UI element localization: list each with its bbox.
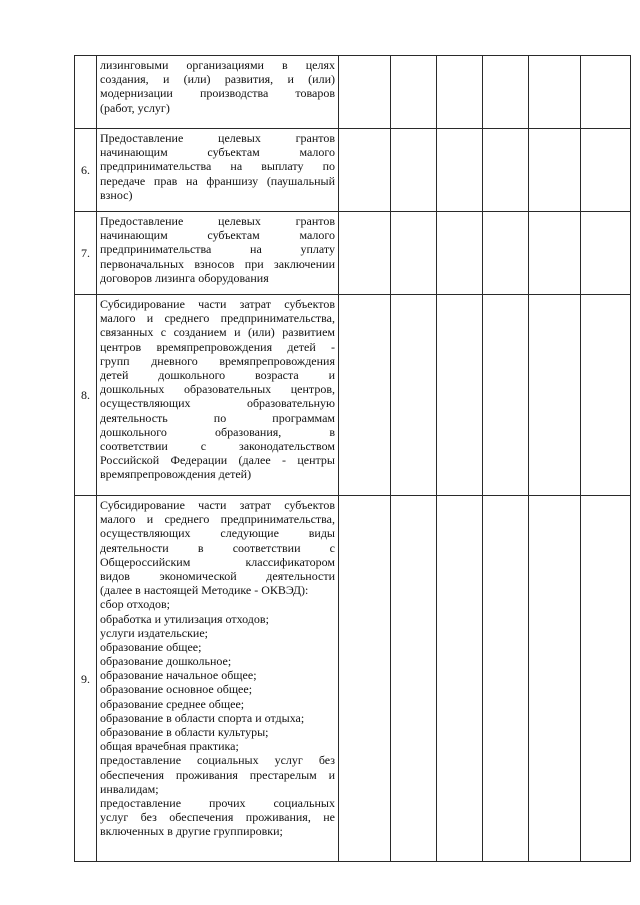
value-cell [391,56,437,129]
value-cell [391,295,437,496]
description-line: (далее в настоящей Методике - ОКВЭД): [100,583,309,598]
description-line: услуги издательские; [100,625,208,640]
value-cell [483,496,529,862]
value-cell [339,496,391,862]
row-number [75,56,97,129]
description-line: групп дневного времяпрепровождения [100,353,335,368]
row-number: 8. [75,295,97,496]
description-line: центров времяпрепровождения детей - [100,339,335,354]
description-line: осуществляющих следующие виды [100,526,335,541]
value-cell [581,295,631,496]
value-cell [529,56,581,129]
value-cell [437,56,483,129]
row-description [97,496,339,862]
table-row [75,56,631,129]
description-line: образование в области культуры; [100,725,269,739]
value-cell [483,295,529,496]
value-cell [391,496,437,862]
value-cell [437,129,483,212]
row-number: 9. [75,496,97,862]
description-line: обработка и утилизация отходов; [100,611,269,626]
description-line: договоров лизинга оборудования [100,270,269,285]
description-line: инвалидам; [100,781,159,796]
value-cell [339,56,391,129]
description-line: взнос) [100,187,133,202]
description-line: включенных в другие группировки; [100,824,283,839]
description-line: сбор отходов; [100,597,170,612]
value-cell [483,212,529,295]
table-body [75,56,631,862]
table-row [75,496,631,862]
value-cell [529,295,581,496]
description-line: предпринимательства на уплату [100,242,335,257]
description-line: связанных с созданием и (или) развитием [100,325,335,340]
description-line: образование дошкольное; [100,654,232,669]
value-cell [581,129,631,212]
value-cell [483,56,529,129]
description-line: Субсидирование части затрат субъектов [100,498,335,512]
value-cell [529,212,581,295]
methodology-table [74,55,631,862]
value-cell [529,129,581,212]
table-row [75,212,631,295]
description-line: детей дошкольного возраста и [100,367,335,382]
description-line: образование начальное общее; [100,668,257,683]
description-line: Общероссийским классификатором [100,554,335,569]
row-number: 7. [75,212,97,295]
description-line: общая врачебная практика; [100,739,239,754]
row-description [97,212,339,295]
value-cell [339,212,391,295]
description-line: первоначальных взносов при заключении [100,256,335,271]
description-line: дошкольных образовательных центров, [100,382,335,397]
description-line: малого и среднего предпринимательства, [100,512,335,527]
value-cell [581,496,631,862]
description-line: соответствии с законодательством [100,438,335,453]
value-cell [391,212,437,295]
description-line: Субсидирование части затрат субъектов [100,297,335,311]
description-line: малого и среднего предпринимательства, [100,311,335,326]
row-description [97,56,339,129]
row-description [97,129,339,212]
value-cell [437,295,483,496]
description-line: образование общее; [100,639,202,654]
row-description [97,295,339,496]
description-line: образование среднее общее; [100,696,245,711]
description-line: обеспечения проживания престарелым и [100,767,335,782]
description-line: деятельности в соответствии с [100,540,335,555]
value-cell [391,129,437,212]
description-line: предоставление социальных услуг без [100,753,335,768]
description-line: предоставление прочих социальных [100,795,335,810]
value-cell [437,496,483,862]
description-line: образование основное общее; [100,682,253,697]
description-line: услуг без обеспечения проживания, не [100,810,335,825]
description-line: предпринимательства на выплату по [100,159,335,174]
description-line: времяпрепровождения детей) [100,467,252,482]
description-line: Предоставление целевых грантов [100,214,335,228]
table-row [75,129,631,212]
description-line: создания, и (или) развития, и (или) [100,72,335,87]
row-number: 6. [75,129,97,212]
description-line: осуществляющих образовательную [100,396,335,411]
value-cell [437,212,483,295]
description-line: Предоставление целевых грантов [100,131,335,145]
value-cell [581,212,631,295]
description-line: Российской Федерации (далее - центры [100,453,335,468]
value-cell [581,56,631,129]
description-line: начинающим субъектам малого [100,228,335,243]
value-cell [483,129,529,212]
description-line: деятельность по программам [100,410,335,425]
description-line: дошкольного образования, в [100,424,335,439]
description-line: лизинговыми организациями в целях [100,58,335,72]
value-cell [529,496,581,862]
value-cell [339,129,391,212]
description-line: передаче прав на франшизу (паушальный [100,173,335,188]
table-row [75,295,631,496]
description-line: модернизации производства товаров [100,86,335,101]
description-line: (работ, услуг) [100,100,170,115]
description-line: образование в области спорта и отдыха; [100,710,305,725]
description-line: видов экономической деятельности [100,568,335,583]
value-cell [339,295,391,496]
description-line: начинающим субъектам малого [100,145,335,160]
